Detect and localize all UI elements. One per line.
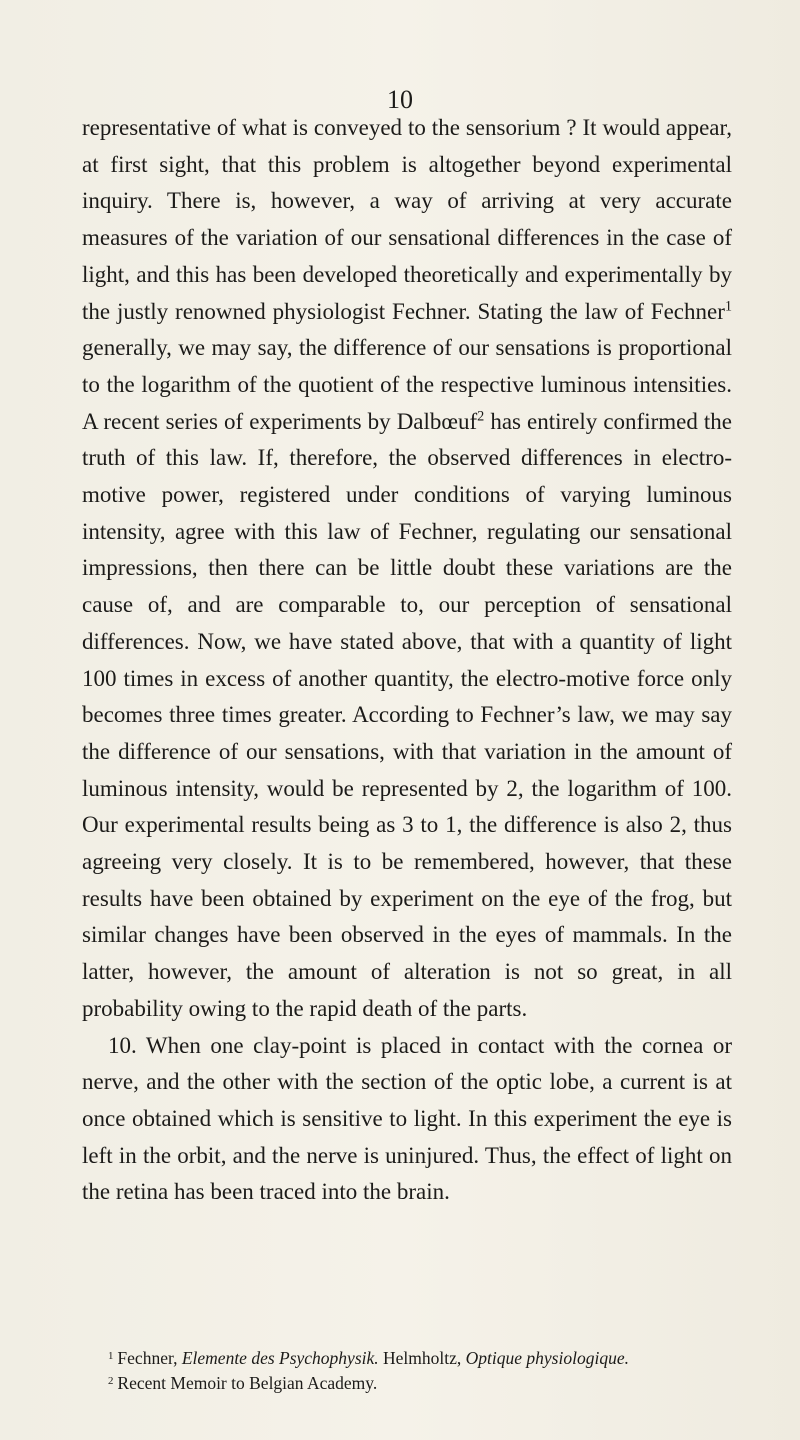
body-text — [82, 110, 732, 1211]
footnote-1-title-1: Elemente des Psychophysik. — [181, 1348, 379, 1368]
footnote-1-author: Fechner, — [117, 1348, 182, 1368]
footnote-1-title-2: Optique physiologique. — [465, 1348, 629, 1368]
footnote-2-text: Recent Memoir to Belgian Academy. — [117, 1373, 378, 1393]
footnote-ref-2[interactable]: 2 — [477, 408, 485, 425]
footnote-2 — [82, 1371, 732, 1396]
page-number: 10 — [387, 85, 413, 114]
footnote-1-mark: 1 — [108, 1349, 114, 1362]
paragraph-1-part-a: representative of what is conveyed to the sensorium ? It would appear, at first sight, that this problem is altogether beyond experimental inquiry. There is, however, a way of arriving at very accurate measures of the variation of our sensational differences in the case of light, and this has been developed theoretically and experimentally by the justly renowned physiologist Fechner. Stating the law of Fechner — [82, 115, 732, 324]
footnote-2-mark: 2 — [108, 1374, 114, 1387]
footnotes — [82, 1346, 732, 1396]
paragraph-1-part-c: has entirely confirmed the truth of this law. If, therefore, the observed differences in electro-motive power, registered under conditions of varying luminous intensity, agree with this law of Fechner, regulating our sensational impressions, then there can be little doubt these variations are the cause of, and are comparable to, our perception of sensational differences. Now, we have stated above, that with a quantity of light 100 times in excess of another quantity, the electro-motive force only becomes three times greater. According to Fechner’s law, we may say the difference of our sensations, with that variation in the amount of luminous intensity, would be represented by 2, the logarithm of 100. Our experimental results being as 3 to 1, the difference is also 2, thus agreeing very closely. It is to be remembered, however, that these results have been obtained by experiment on the eye of the frog, but similar changes have been observed in the eyes of mammals. In the latter, however, the amount of alteration is not so great, in all probability owing to the rapid death of the parts. — [82, 408, 732, 1021]
paragraph-1 — [82, 110, 732, 1028]
footnote-1-mid: Helmholtz, — [378, 1348, 466, 1368]
paragraph-2: 10. When one clay-point is placed in contact with the cornea or nerve, and the other with the section of the optic lobe, a current is at once obtained which is sensitive to light. In this experiment the eye is left in the orbit, and the nerve is uninjured. Thus, the effect of light on the retina has been traced into the brain. — [82, 1032, 732, 1205]
paragraph-1-part-b: generally, we may say, the difference of our sensations is proportional to the logarithm of the quotient of the respective luminous intensities. A recent series of experiments by Dalbœuf — [82, 335, 732, 434]
footnote-1 — [82, 1346, 732, 1371]
footnote-ref-1[interactable]: 1 — [724, 297, 732, 314]
